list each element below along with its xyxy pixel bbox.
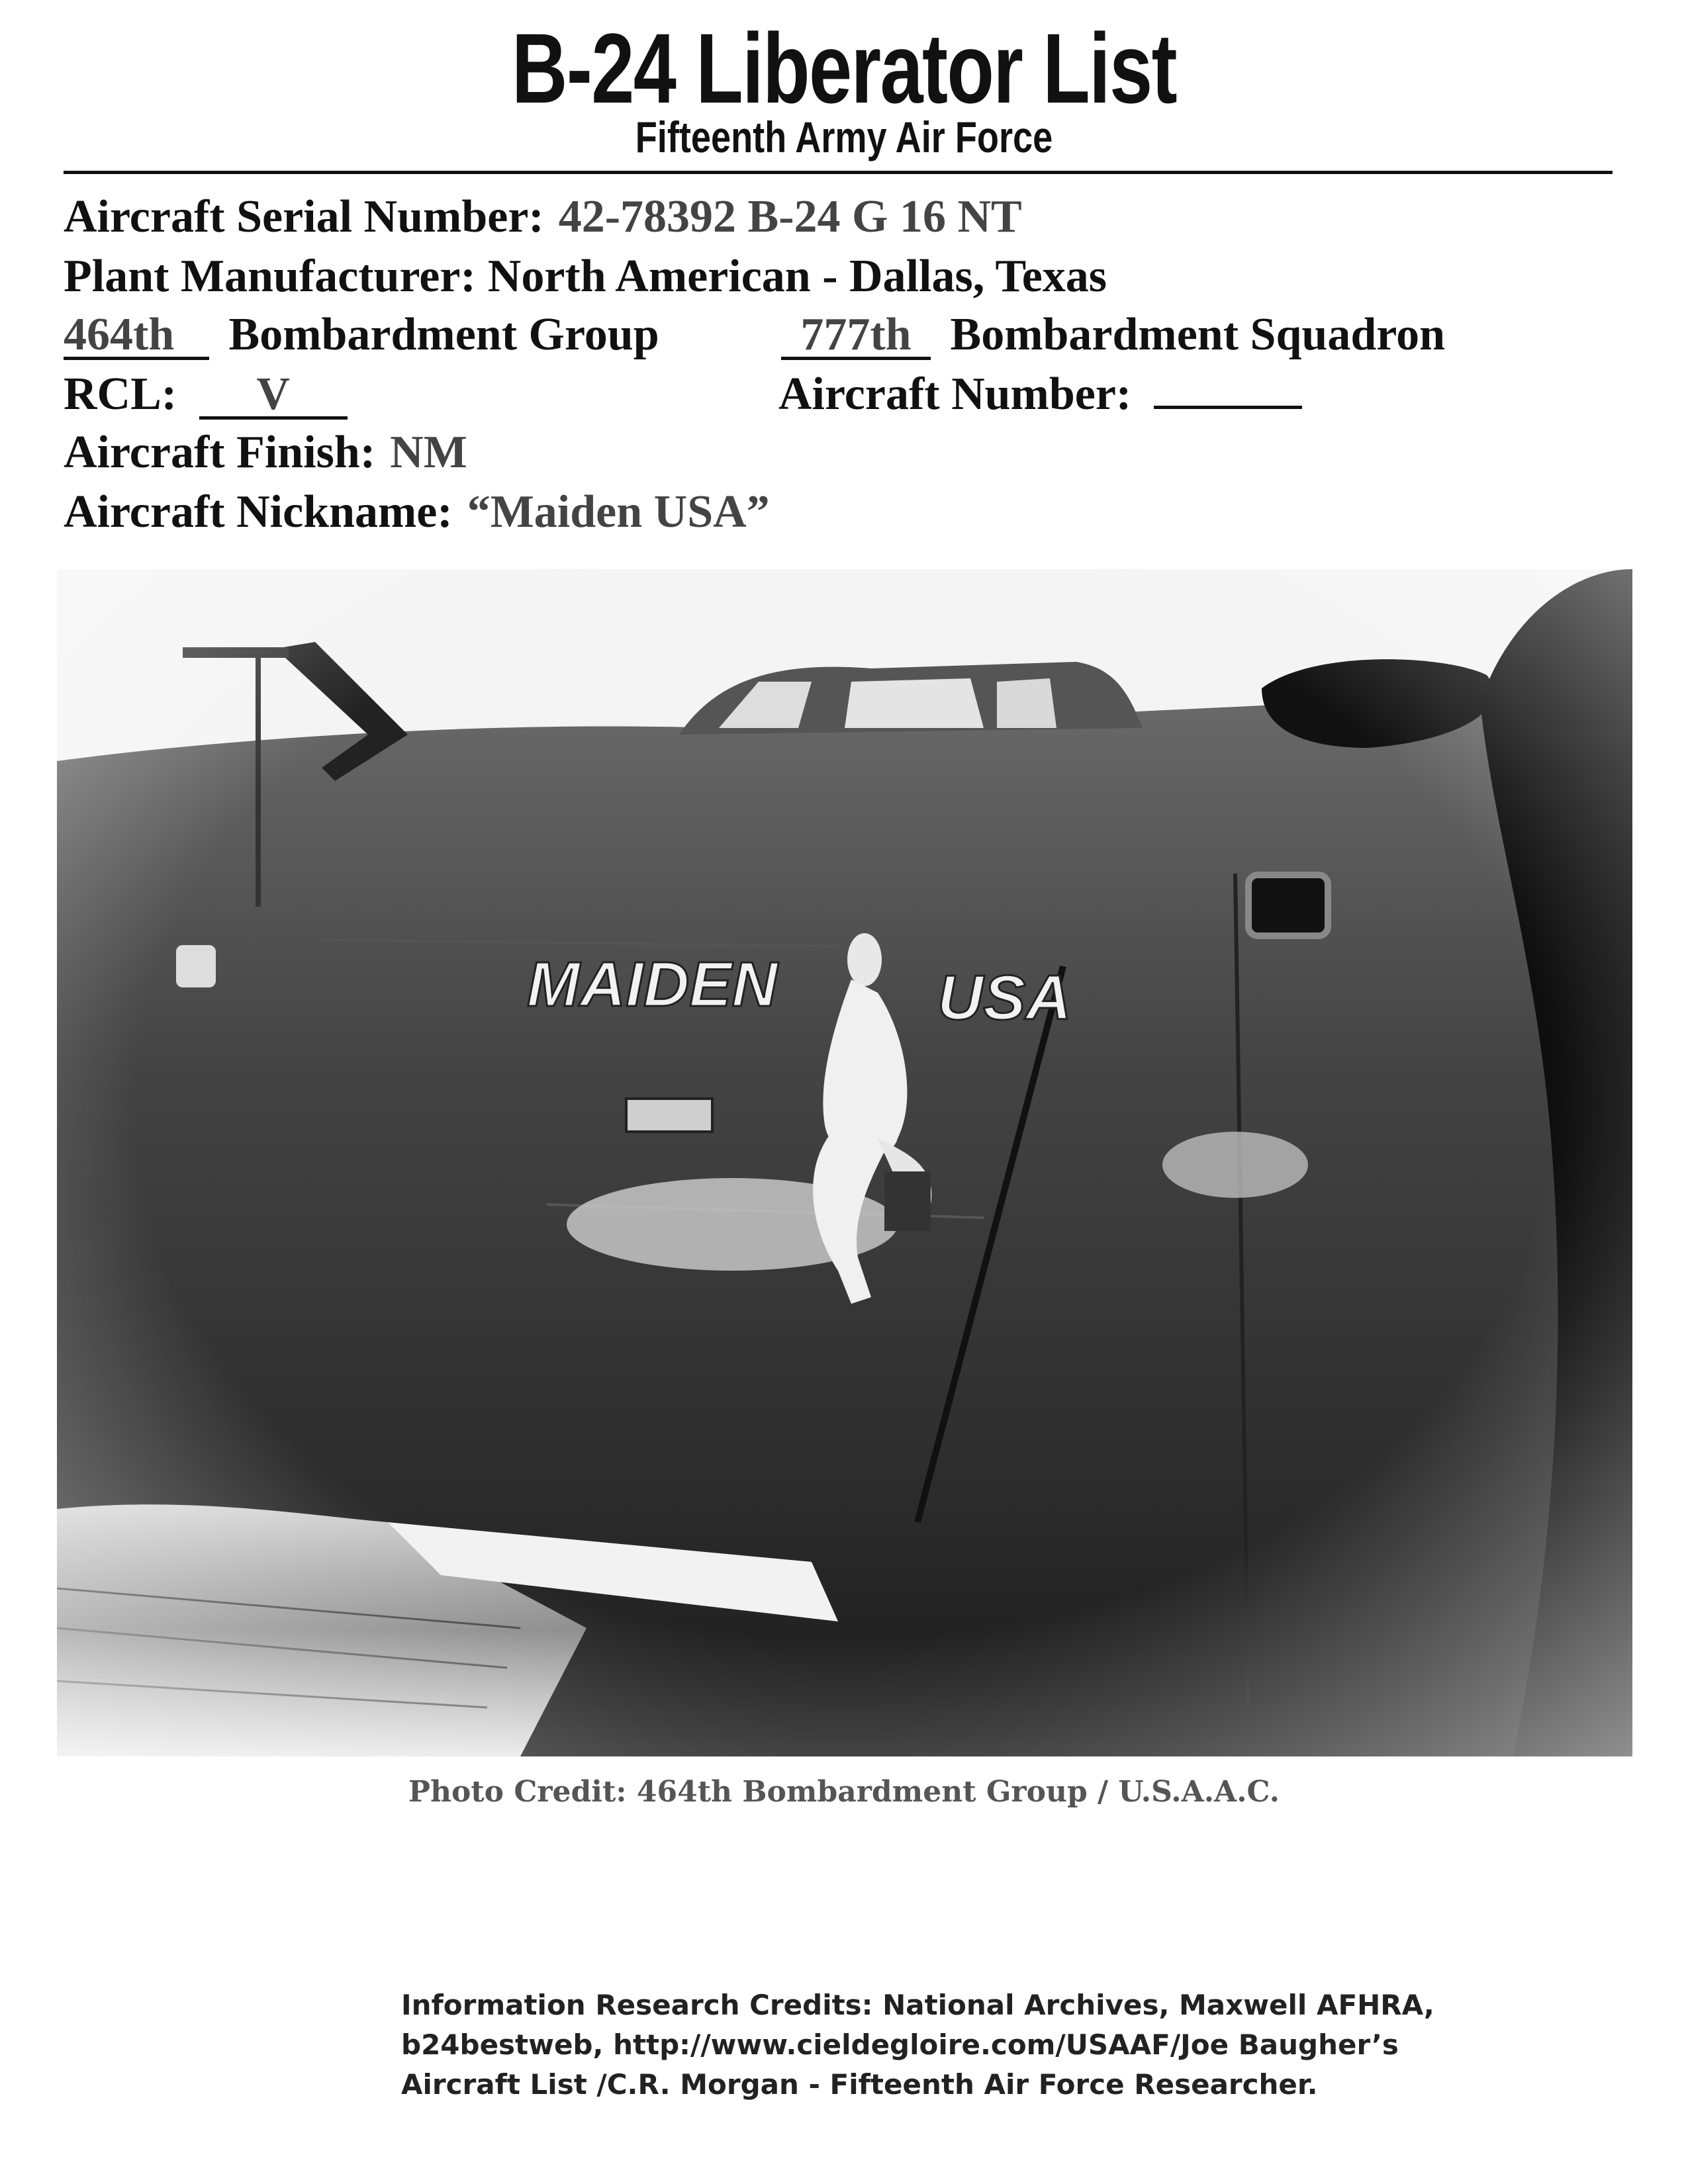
finish-value: NM xyxy=(390,427,467,478)
rcl-row xyxy=(64,368,348,421)
squadron-value: 777th xyxy=(781,313,931,360)
research-credits-line-3: Aircraft List /C.R. Morgan - Fifteenth Air Force Researcher. xyxy=(401,2068,1318,2101)
serial-number-row xyxy=(64,191,1022,244)
manufacturer-value: North American - Dallas, Texas xyxy=(487,251,1107,302)
rcl-label: RCL: xyxy=(64,369,177,420)
finish-label: Aircraft Finish: xyxy=(64,427,376,478)
nickname-row xyxy=(64,486,770,539)
serial-number-label: Aircraft Serial Number: xyxy=(64,191,544,242)
manufacturer-row xyxy=(64,250,1107,303)
research-credits-line-1: Information Research Credits: National Archives, Maxwell AFHRA, xyxy=(401,1989,1434,2021)
nickname-value: “Maiden USA” xyxy=(467,486,770,537)
manufacturer-label: Plant Manufacturer: xyxy=(64,251,476,302)
squadron-row xyxy=(781,308,1445,361)
header-rule xyxy=(64,171,1613,174)
serial-number-value: 42-78392 B-24 G 16 NT xyxy=(558,191,1022,242)
research-credits-line-2: b24bestweb, http://www.cieldegloire.com/USAAF/Joe Baugher’s xyxy=(401,2028,1399,2061)
group-value: 464th xyxy=(64,313,209,360)
page-title: B-24 Liberator List xyxy=(511,13,1177,124)
rcl-value: V xyxy=(199,373,348,420)
aircraft-number-row xyxy=(778,368,1302,421)
research-credits xyxy=(401,1985,1434,2105)
finish-row xyxy=(64,426,467,479)
aircraft-photo xyxy=(57,569,1632,1756)
aircraft-number-label: Aircraft Number: xyxy=(778,369,1132,420)
squadron-label: Bombardment Squadron xyxy=(950,309,1446,360)
group-row xyxy=(64,308,659,361)
aircraft-number-value xyxy=(1154,406,1302,409)
photo-credit: Photo Credit: 464th Bombardment Group / U.S.A.A.C. xyxy=(408,1775,1280,1809)
nickname-label: Aircraft Nickname: xyxy=(64,486,453,537)
page-subtitle: Fifteenth Army Air Force xyxy=(635,113,1053,161)
group-label: Bombardment Group xyxy=(228,309,659,360)
